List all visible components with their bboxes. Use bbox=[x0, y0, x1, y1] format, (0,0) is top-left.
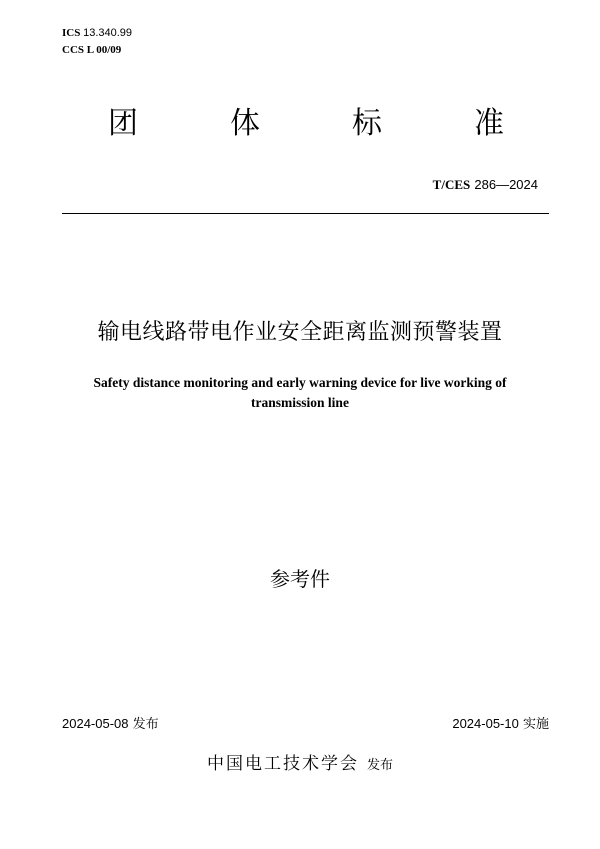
standard-type-heading bbox=[62, 104, 548, 144]
issued-date: 2024-05-08 bbox=[62, 716, 129, 731]
ics-label: ICS bbox=[62, 27, 81, 39]
ccs-label: CCS bbox=[62, 44, 85, 56]
title-english bbox=[60, 373, 540, 413]
publisher-organization: 中国电工技术学会 bbox=[206, 754, 359, 774]
title-english-line1: Safety distance monitoring and early warning device for live working of bbox=[93, 375, 507, 390]
title-chinese: 输电线路带电作业安全距离监测预警装置 bbox=[97, 320, 503, 345]
header-divider bbox=[62, 213, 549, 214]
effective-date-group bbox=[452, 715, 549, 734]
standard-type-char: 准 bbox=[474, 106, 504, 141]
ccs-line bbox=[62, 42, 132, 59]
standard-type-char: 标 bbox=[352, 106, 382, 141]
ics-line bbox=[62, 25, 132, 42]
publisher-action: 发布 bbox=[366, 758, 393, 773]
standard-type-char: 体 bbox=[230, 106, 260, 141]
issued-label: 发布 bbox=[132, 717, 159, 732]
standard-type-char: 团 bbox=[108, 106, 138, 141]
issued-date-group bbox=[62, 715, 159, 734]
date-line bbox=[62, 715, 549, 734]
ics-code: 13.340.99 bbox=[83, 27, 133, 39]
effective-label: 实施 bbox=[522, 717, 549, 732]
title-english-line2: transmission line bbox=[251, 395, 349, 410]
effective-date: 2024-05-10 bbox=[452, 716, 519, 731]
standard-number bbox=[433, 176, 538, 195]
publisher-line bbox=[0, 752, 600, 778]
document-status: 参考件 bbox=[270, 567, 330, 591]
classification-codes bbox=[62, 25, 132, 59]
ccs-code: L 00/09 bbox=[86, 44, 122, 56]
standard-number-code: 286—2024 bbox=[474, 177, 538, 192]
standard-number-prefix: T/CES bbox=[432, 177, 471, 192]
